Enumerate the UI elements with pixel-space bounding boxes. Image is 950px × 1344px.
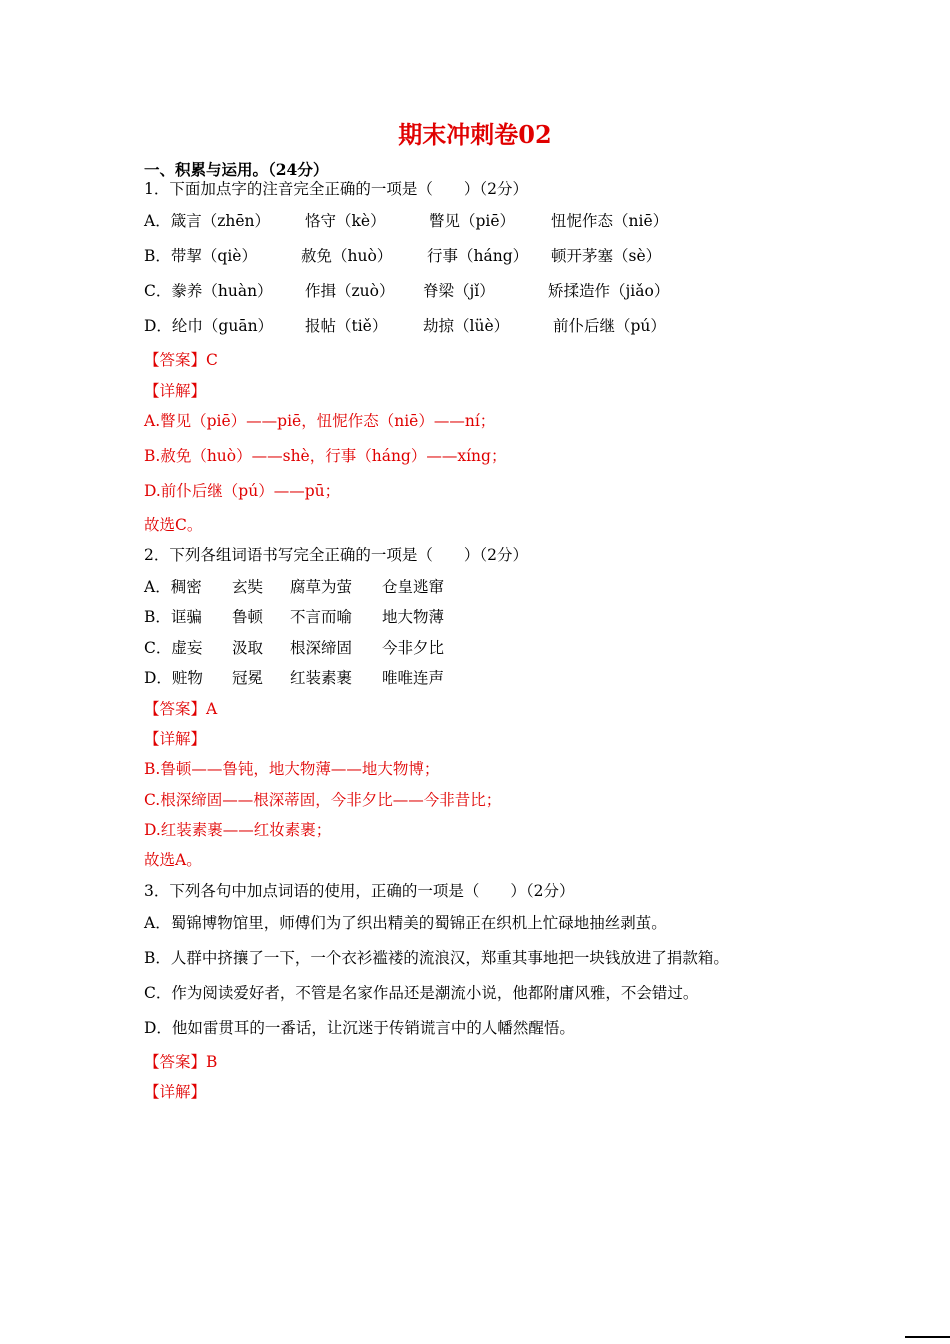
- q2-c-4: 今非夕比: [382, 639, 445, 657]
- q2-detail-label: 【详解】: [144, 730, 207, 748]
- q1-a-1: A．箴言（zhēn）: [144, 212, 270, 230]
- q2-c-2: 汲取: [232, 639, 264, 657]
- q1-d-3: 劫掠（lüè）: [423, 317, 510, 335]
- q1-a-2: 恪守（kè）: [305, 212, 386, 230]
- q2-b-4: 地大物薄: [382, 608, 445, 626]
- q3-option-b: B．人群中挤攘了一下，一个衣衫褴褛的流浪汉，郑重其事地把一块钱放进了捐款箱。: [144, 949, 729, 967]
- q2-b-3: 不言而喻: [290, 608, 353, 626]
- q1-b-1: B．带挈（qiè）: [144, 247, 257, 265]
- q1-a-3: 瞥见（piē）: [429, 212, 516, 230]
- q2-c-3: 根深缔固: [290, 639, 353, 657]
- q1-d-2: 报帖（tiě）: [305, 317, 388, 335]
- q3-detail-label: 【详解】: [144, 1083, 207, 1101]
- q3-option-a: A．蜀锦博物馆里，师傅们为了织出精美的蜀锦正在织机上忙碌地抽丝剥茧。: [144, 914, 667, 932]
- q1-a-4: 忸怩作态（niē）: [551, 212, 669, 230]
- q3-stem: 3．下列各句中加点词语的使用，正确的一项是（ ）（2分）: [144, 882, 575, 900]
- page-corner-mark: [905, 1336, 950, 1338]
- q1-detail-label: 【详解】: [144, 382, 207, 400]
- q1-c-3: 脊梁（jǐ）: [423, 282, 495, 300]
- q1-answer: 【答案】C: [144, 351, 218, 369]
- q1-d-1: D．纶巾（guān）: [144, 317, 274, 335]
- q2-stem: 2．下列各组词语书写完全正确的一项是（ ）（2分）: [144, 546, 528, 564]
- section-heading: 一、积累与运用。（24分）: [144, 160, 329, 179]
- q1-d-4: 前仆后继（pú）: [553, 317, 666, 335]
- q2-d-4: 唯唯连声: [382, 669, 445, 687]
- q1-c-2: 作揖（zuò）: [305, 282, 395, 300]
- page-title: 期末冲刺卷02: [398, 120, 552, 149]
- q2-d-2: 冠冕: [232, 669, 264, 687]
- q1-b-4: 顿开茅塞（sè）: [551, 247, 662, 265]
- q1-b-2: 赦免（huò）: [301, 247, 393, 265]
- q3-option-c: C．作为阅读爱好者，不管是名家作品还是潮流小说，他都附庸风雅，不会错过。: [144, 984, 699, 1002]
- q1-choose: 故选C。: [144, 516, 203, 534]
- q1-c-1: C．豢养（huàn）: [144, 282, 273, 300]
- q3-answer: 【答案】B: [144, 1053, 218, 1071]
- q1-explanation-b: B.赦免（huò）——shè，行事（háng）——xíng；: [144, 447, 507, 465]
- q1-explanation-a: A.瞥见（piē）——piē，忸怩作态（niē）——ní；: [144, 412, 496, 430]
- q2-explanation-c: C.根深缔固——根深蒂固，今非夕比——今非昔比；: [144, 791, 502, 809]
- q2-d-1: D．赃物: [144, 669, 203, 687]
- q2-explanation-b: B.鲁顿——鲁钝，地大物薄——地大物博；: [144, 760, 440, 778]
- q1-stem: 1．下面加点字的注音完全正确的一项是（ ）（2分）: [144, 180, 528, 198]
- q2-a-3: 腐草为萤: [290, 578, 353, 596]
- q2-d-3: 红装素裹: [290, 669, 353, 687]
- q3-option-d: D．他如雷贯耳的一番话，让沉迷于传销谎言中的人幡然醒悟。: [144, 1019, 575, 1037]
- q2-explanation-d: D.红装素裹——红妆素裹；: [144, 821, 332, 839]
- q2-a-1: A．稠密: [144, 578, 202, 596]
- q1-b-3: 行事（háng）: [427, 247, 529, 265]
- q1-explanation-d: D.前仆后继（pú）——pū；: [144, 482, 341, 500]
- q2-answer: 【答案】A: [144, 700, 218, 718]
- q2-b-1: B．诓骗: [144, 608, 202, 626]
- q2-a-4: 仓皇逃窜: [382, 578, 445, 596]
- q2-c-1: C．虚妄: [144, 639, 203, 657]
- q2-a-2: 玄奘: [232, 578, 264, 596]
- q2-b-2: 鲁顿: [232, 608, 264, 626]
- q1-c-4: 矫揉造作（jiǎo）: [548, 282, 670, 300]
- q2-choose: 故选A。: [144, 851, 202, 869]
